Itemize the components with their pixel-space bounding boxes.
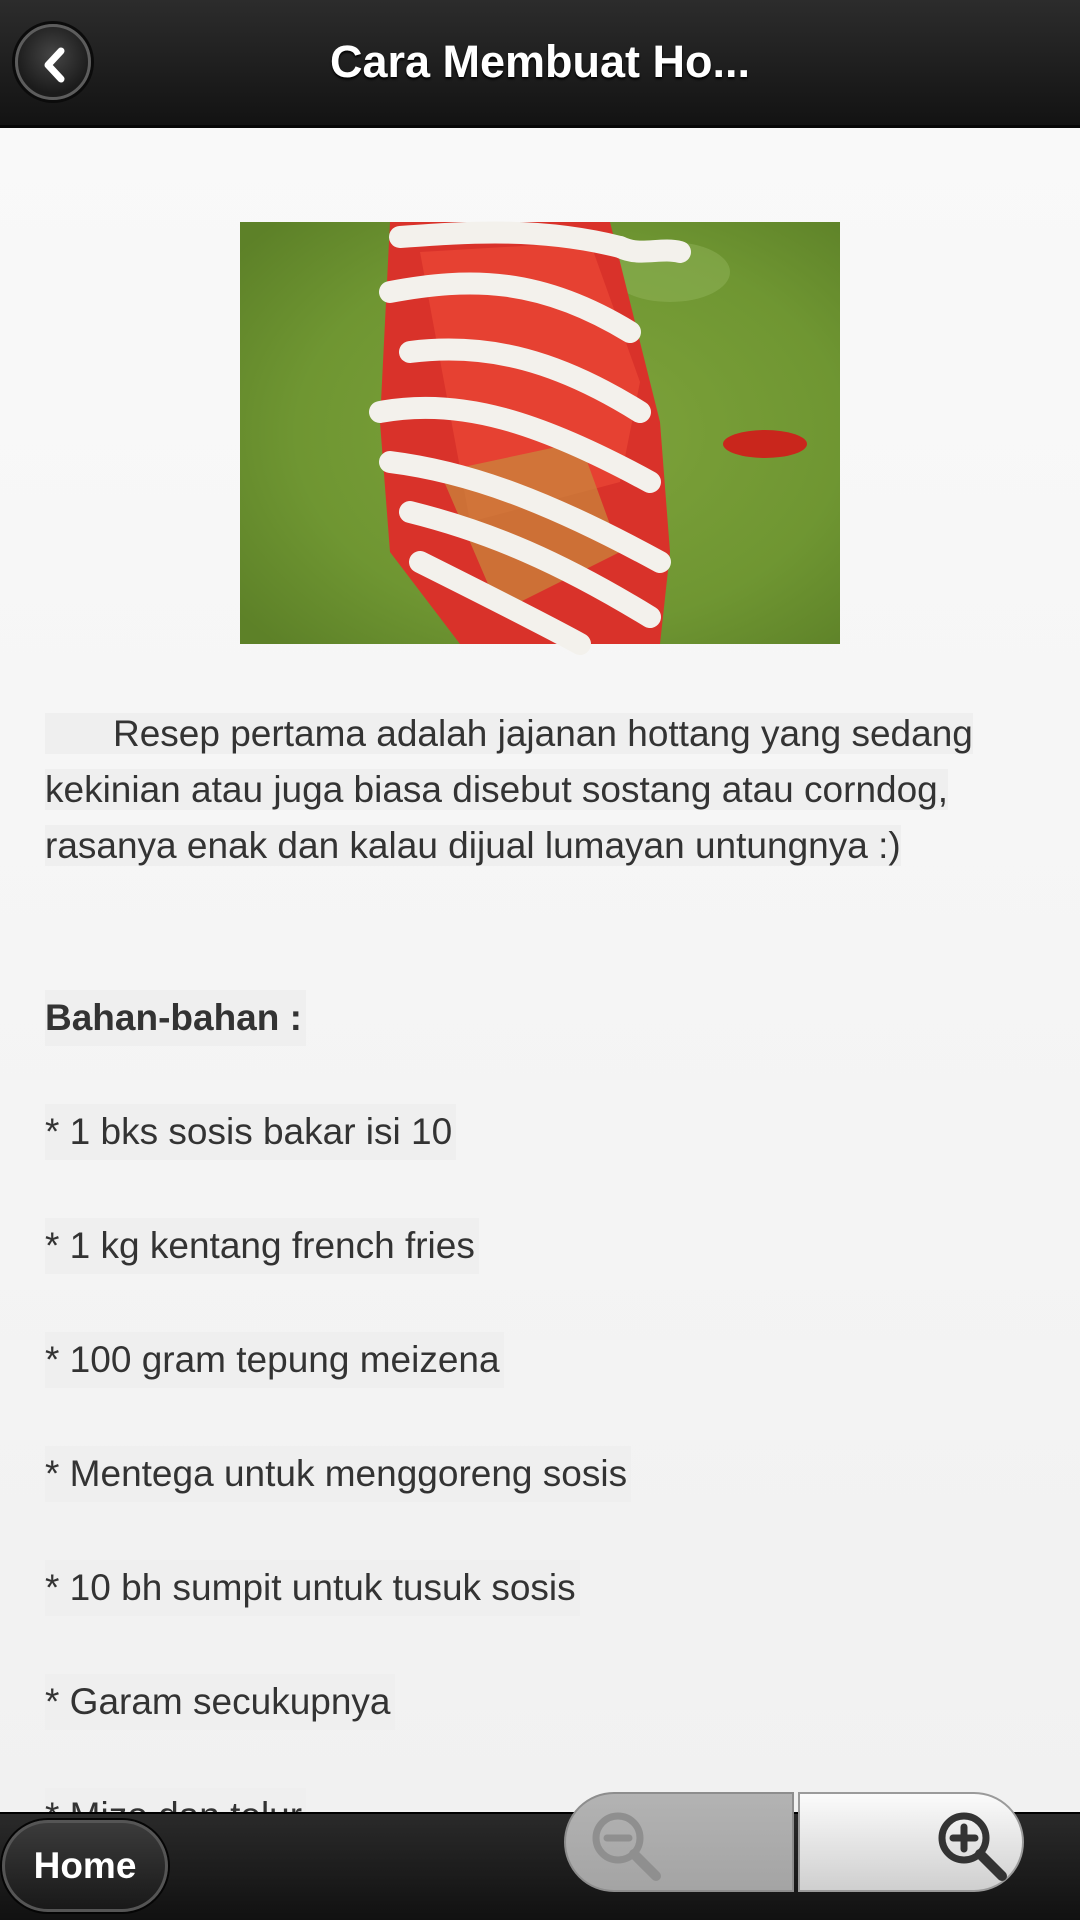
ingredient-item: * 10 bh sumpit untuk tusuk sosis [45,1560,580,1616]
ingredient-item: * Mentega untuk menggoreng sosis [45,1446,631,1502]
ingredient-item: * 1 kg kentang french fries [45,1218,479,1274]
home-button[interactable]: Home [2,1820,168,1912]
ingredient-item: * 100 gram tepung meizena [45,1332,504,1388]
zoom-out-button[interactable] [564,1792,794,1892]
ingredient-item: * Garam secukupnya [45,1674,395,1730]
article-content [0,128,1080,1812]
footer-bar [0,1812,1080,1920]
zoom-in-button[interactable] [798,1792,1024,1892]
header-bar [0,0,1080,128]
ingredients-heading: Bahan-bahan : [45,990,306,1046]
zoom-out-icon [586,1806,666,1886]
zoom-controls [564,1792,1024,1892]
page-title: Cara Membuat Ho... [329,36,751,87]
intro-paragraph: Resep pertama adalah jajanan hottang yang sedang kekinian atau juga biasa disebut sostang atau corndog, rasanya enak dan kalau dijual lumayan untungnya :) [45,713,973,866]
ingredient-item: * 1 bks sosis bakar isi 10 [45,1104,456,1160]
recipe-image [240,222,840,644]
chevron-left-icon [37,46,75,84]
zoom-in-icon [932,1806,1012,1886]
back-button[interactable] [15,24,91,100]
hottang-photo [240,222,840,644]
